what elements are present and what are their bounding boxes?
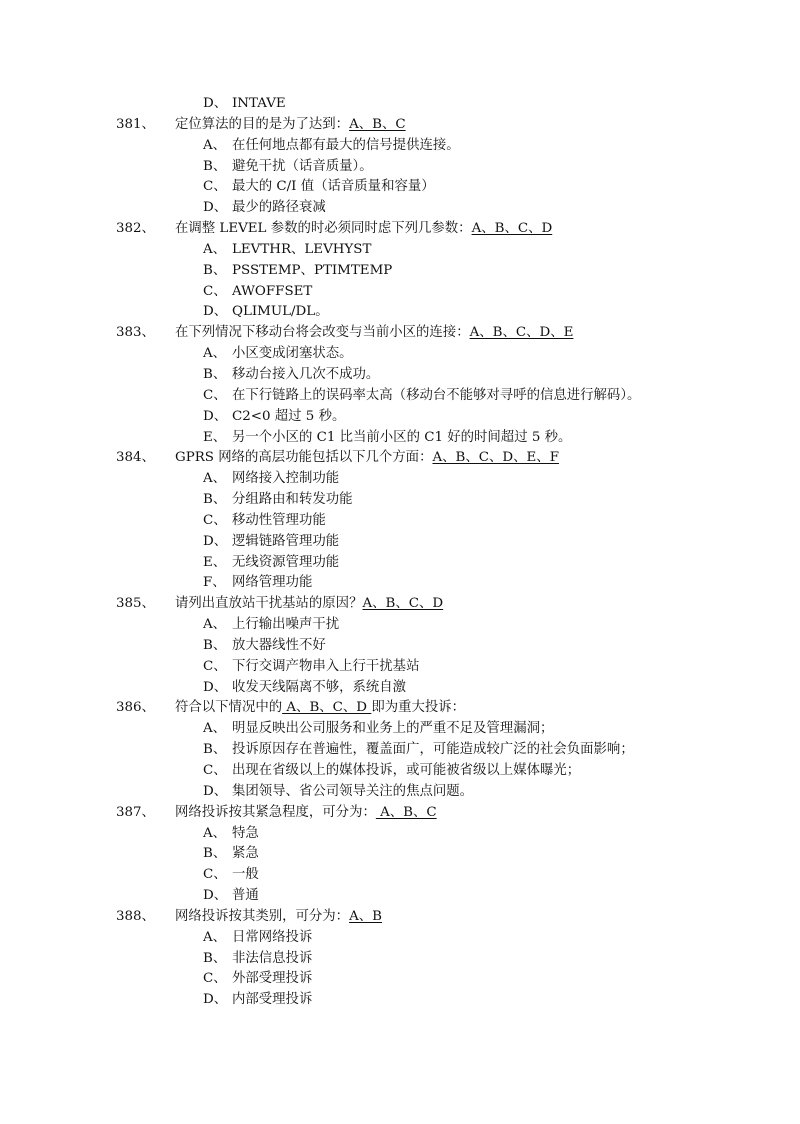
answer-key: A、B、C — [349, 116, 406, 132]
option-letter: B、 — [203, 366, 227, 382]
question-text — [175, 698, 465, 719]
option-text: 一般 — [232, 867, 259, 883]
option-line — [0, 94, 800, 115]
option-letter: A、 — [203, 346, 227, 362]
option-text: 下行交调产物串入上行干扰基站 — [232, 658, 420, 674]
option-text: 移动台接入几次不成功。 — [232, 366, 380, 382]
option-line — [0, 261, 800, 282]
option-text: AWOFFSET — [232, 283, 313, 299]
question-stem: 在调整 LEVEL 参数的时必须同时虑下列几参数： — [175, 221, 472, 237]
option-line — [0, 949, 800, 970]
option-letter: B、 — [203, 637, 227, 653]
option-letter: A、 — [203, 241, 227, 257]
option-line — [0, 386, 800, 407]
option-letter: B、 — [203, 846, 227, 862]
option-letter: D、 — [203, 533, 228, 549]
option-letter: B、 — [203, 742, 227, 758]
question-line — [0, 219, 800, 240]
option-line — [0, 532, 800, 553]
option-letter: D、 — [203, 679, 228, 695]
option-text: 投诉原因存在普遍性，覆盖面广，可能造成较广泛的社会负面影响； — [232, 742, 634, 758]
option-letter: B、 — [203, 262, 227, 278]
option-line — [0, 344, 800, 365]
option-letter: C、 — [203, 512, 227, 528]
option-text: 内部受理投诉 — [232, 992, 313, 1008]
question-line — [0, 323, 800, 344]
option-letter: C、 — [203, 387, 227, 403]
question-stem: 网络投诉按其类别，可分为： — [175, 908, 350, 924]
option-text: 另一个小区的 C1 比当前小区的 C1 好的时间超过 5 秒。 — [232, 429, 572, 445]
option-letter: C、 — [203, 763, 227, 778]
option-line — [0, 615, 800, 636]
question-text — [175, 323, 573, 344]
option-line — [0, 240, 800, 261]
question-number: 387、 — [116, 804, 155, 820]
answer-key: A、B、C — [375, 804, 437, 820]
question-text — [175, 115, 406, 136]
option-line — [0, 365, 800, 386]
option-letter: D、 — [203, 96, 228, 111]
question-number: 384、 — [116, 450, 155, 466]
option-text: 收发天线隔离不够，系统自激 — [232, 679, 407, 695]
option-line — [0, 636, 800, 657]
option-text: 避免干扰（话音质量）。 — [232, 158, 373, 174]
option-letter: D、 — [203, 408, 228, 424]
option-text: 最大的 C/I 值（话音质量和容量） — [232, 179, 435, 195]
question-line — [0, 448, 800, 469]
option-text: 特急 — [232, 825, 259, 841]
option-letter: B、 — [203, 950, 227, 966]
option-letter: D、 — [203, 888, 228, 904]
question-number: 382、 — [116, 221, 155, 237]
option-text: C2<0 超过 5 秒。 — [232, 408, 346, 424]
option-text: 小区变成闭塞状态。 — [232, 346, 353, 362]
option-text: 网络管理功能 — [232, 575, 313, 591]
option-line — [0, 157, 800, 178]
option-text: 上行输出噪声干扰 — [232, 617, 340, 633]
question-stem-suffix: 即为重大投诉： — [371, 700, 466, 716]
option-text: 出现在省级以上的媒体投诉，或可能被省级以上媒体曝光； — [232, 763, 581, 778]
question-line — [0, 698, 800, 719]
option-text: 无线资源管理功能 — [232, 554, 340, 570]
question-number: 385、 — [116, 596, 155, 612]
option-line — [0, 469, 800, 490]
answer-key: A、B — [349, 908, 382, 924]
option-text: 移动性管理功能 — [232, 512, 326, 528]
answer-key: A、B、C、D、E — [469, 325, 574, 341]
option-text: 外部受理投诉 — [232, 971, 313, 987]
question-line — [0, 803, 800, 824]
option-letter: C、 — [203, 658, 227, 674]
answer-key: A、B、C、D、E、F — [432, 450, 559, 466]
question-number: 388、 — [116, 908, 155, 924]
option-line — [0, 282, 800, 303]
option-line — [0, 136, 800, 157]
option-text: 紧急 — [232, 846, 259, 862]
question-number: 381、 — [116, 116, 155, 132]
option-letter: C、 — [203, 179, 227, 195]
option-text: 日常网络投诉 — [232, 929, 313, 945]
option-line — [0, 407, 800, 428]
option-text: 非法信息投诉 — [232, 950, 313, 966]
option-text: 在下行链路上的误码率太高（移动台不能够对寻呼的信息进行解码）。 — [232, 387, 641, 403]
option-line — [0, 511, 800, 532]
option-line — [0, 678, 800, 699]
option-text: 逻辑链路管理功能 — [232, 533, 340, 549]
option-letter: D、 — [203, 200, 228, 216]
option-line — [0, 824, 800, 845]
option-letter: D、 — [203, 783, 228, 799]
option-text: 网络接入控制功能 — [232, 471, 340, 487]
answer-key: A、B、C、D — [471, 221, 553, 237]
option-line — [0, 198, 800, 219]
option-line — [0, 990, 800, 1011]
option-text: QLIMUL/DL。 — [232, 304, 329, 320]
option-letter: C、 — [203, 867, 227, 883]
question-text — [175, 803, 437, 824]
question-stem: 网络投诉按其紧急程度，可分为： — [175, 804, 376, 820]
option-line — [0, 302, 800, 323]
option-letter: B、 — [203, 492, 227, 508]
question-stem: 在下列情况下移动台将会改变与当前小区的连接： — [175, 325, 470, 341]
question-number: 386、 — [116, 700, 155, 716]
option-letter: B、 — [203, 158, 227, 174]
option-text: 在任何地点都有最大的信号提供连接。 — [232, 137, 460, 153]
question-stem: GPRS 网络的高层功能包括以下几个方面： — [175, 450, 433, 466]
question-text — [175, 219, 552, 240]
option-line — [0, 428, 800, 449]
option-line — [0, 740, 800, 761]
question-stem: 符合以下情况中的 — [175, 700, 283, 716]
option-letter: A、 — [203, 137, 227, 153]
option-line — [0, 782, 800, 803]
option-text: 最少的路径衰减 — [232, 200, 326, 216]
option-text: 集团领导、省公司领导关注的焦点问题。 — [232, 783, 474, 799]
question-text — [175, 907, 382, 928]
option-letter: A、 — [203, 471, 227, 487]
option-letter: A、 — [203, 929, 227, 945]
option-letter: A、 — [203, 721, 227, 737]
option-line — [0, 928, 800, 949]
option-letter: A、 — [203, 617, 227, 633]
answer-key: A、B、C、D — [282, 700, 372, 716]
option-line — [0, 490, 800, 511]
option-text: 明显反映出公司服务和业务上的严重不足及管理漏洞； — [232, 721, 554, 737]
option-letter: A、 — [203, 825, 227, 841]
question-text — [175, 594, 443, 615]
option-letter: D、 — [203, 992, 228, 1008]
option-line — [0, 886, 800, 907]
option-line — [0, 719, 800, 740]
option-letter: D、 — [203, 304, 228, 320]
option-line — [0, 865, 800, 886]
option-letter: C、 — [203, 283, 227, 299]
option-line — [0, 844, 800, 865]
answer-key: A、B、C、D — [362, 596, 444, 612]
question-stem: 请列出直放站干扰基站的原因？ — [175, 596, 363, 612]
option-text: LEVTHR、LEVHYST — [232, 241, 372, 257]
option-line — [0, 761, 800, 782]
option-line — [0, 573, 800, 594]
question-line — [0, 115, 800, 136]
option-text: 分组路由和转发功能 — [232, 492, 353, 508]
option-letter: C、 — [203, 971, 227, 987]
option-letter: F、 — [203, 575, 226, 591]
option-line — [0, 969, 800, 990]
option-letter: E、 — [203, 429, 227, 445]
option-line — [0, 177, 800, 198]
question-stem: 定位算法的目的是为了达到： — [175, 116, 350, 132]
question-number: 383、 — [116, 325, 155, 341]
question-text — [175, 448, 559, 469]
option-text: INTAVE — [232, 96, 286, 111]
option-line — [0, 657, 800, 678]
question-line — [0, 907, 800, 928]
option-letter: E、 — [203, 554, 227, 570]
option-line — [0, 553, 800, 574]
option-text: PSSTEMP、PTIMTEMP — [232, 262, 393, 278]
question-line — [0, 594, 800, 615]
option-text: 放大器线性不好 — [232, 637, 326, 653]
document-page — [0, 94, 800, 1011]
option-text: 普通 — [232, 888, 259, 904]
